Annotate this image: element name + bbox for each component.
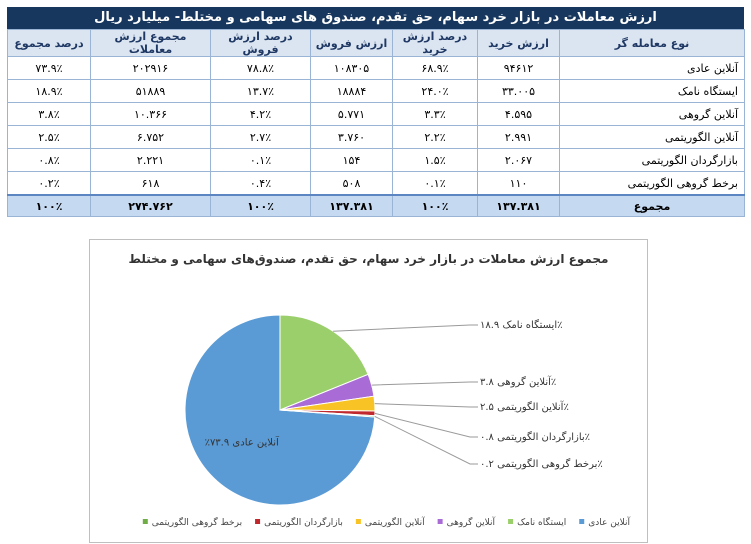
table-cell: ۷۸.۸٪ [211,57,311,80]
data-label: آنلاین الگوریتمی ۲.۵٪ [480,402,569,413]
table-cell: ۳.۳٪ [393,103,478,126]
table-cell: ۱۰۰٪ [393,195,478,217]
table-cell: ۹۴۶۱۲ [478,57,560,80]
table-cell: ۶.۷۵۲ [91,126,211,149]
table-cell: ۷۳.۹٪ [8,57,91,80]
table-cell: برخط گروهی الگوریتمی [560,172,745,196]
header-cell: درصد ارزش خرید [393,30,478,57]
leader-line [372,382,478,385]
table-cell: بازارگردان الگوریتمی [560,149,745,172]
table-cell: ۴.۲٪ [211,103,311,126]
table-cell: ۱۵۴ [311,149,393,172]
legend-swatch [255,519,260,524]
table-cell: ۰.۱٪ [211,149,311,172]
table-cell: ۵.۷۷۱ [311,103,393,126]
data-label: بازارگردان الگوریتمی ۰.۸٪ [480,432,591,443]
header-cell: ارزش فروش [311,30,393,57]
table-row [8,172,745,196]
table-cell: ۱۰.۳۶۶ [91,103,211,126]
table-cell: ۲۴.۰٪ [393,80,478,103]
table-row [8,149,745,172]
table-cell: ۲.۹۹۱ [478,126,560,149]
header-cell: مجموع ارزش معاملات [91,30,211,57]
legend-label: آنلاین الگوریتمی [364,518,425,528]
table-cell: ۱۰۸۳۰۵ [311,57,393,80]
pie-chart [90,240,647,542]
data-table-panel [7,7,744,217]
header-cell: ارزش خرید [478,30,560,57]
table-cell: ۱۰۰٪ [8,195,91,217]
table-cell: ۱۳۷.۳۸۱ [311,195,393,217]
data-label: برخط گروهی الگوریتمی ۰.۲٪ [480,459,603,470]
header-cell: درصد ارزش فروش [211,30,311,57]
trade-value-table [7,29,745,217]
leader-line [375,416,478,464]
data-label: ایستگاه نامک ۱۸.۹٪ [480,320,563,331]
legend-label: ایستگاه نامک [517,518,567,528]
table-cell: ۲۰۲۹۱۶ [91,57,211,80]
table-total-row [8,195,745,217]
table-cell: ۰.۸٪ [8,149,91,172]
table-row [8,103,745,126]
table-cell: ۳.۷۶۰ [311,126,393,149]
table-cell: ۳.۸٪ [8,103,91,126]
table-cell: ۲.۷٪ [211,126,311,149]
table-cell: ۰.۴٪ [211,172,311,196]
table-title: ارزش معاملات در بازار خرد سهام، حق تقدم، صندوق های سهامی و مختلط- میلیارد ریال [7,7,744,29]
table-header-row [8,30,745,57]
table-cell: ۱۸۸۸۴ [311,80,393,103]
leader-line [375,413,478,437]
legend-swatch [508,519,513,524]
table-cell: ۵۰۸ [311,172,393,196]
table-cell: ۰.۲٪ [8,172,91,196]
table-row [8,57,745,80]
chart-title: مجموع ارزش معاملات در بازار خرد سهام، حق تقدم، صندوق‌های سهامی و مختلط [128,252,609,266]
leader-line [375,404,478,407]
legend-label: آنلاین گروهی [446,518,496,528]
table-cell: ۶۱۸ [91,172,211,196]
table-cell: ۲۷۴.۷۶۲ [91,195,211,217]
table-row [8,80,745,103]
data-label: آنلاین گروهی ۳.۸٪ [480,377,557,388]
legend-label: بازارگردان الگوریتمی [264,518,343,528]
legend-label: آنلاین عادی [588,518,630,528]
legend-swatch [438,519,443,524]
table-cell: ۱۸.۹٪ [8,80,91,103]
leader-line [333,325,478,331]
table-cell: ۲.۵٪ [8,126,91,149]
table-cell: ۶۸.۹٪ [393,57,478,80]
header-cell: نوع معامله گر [560,30,745,57]
table-cell: آنلاین عادی [560,57,745,80]
table-cell: ۳۳.۰۰۵ [478,80,560,103]
table-row [8,126,745,149]
table-cell: ۱۳.۷٪ [211,80,311,103]
data-label: آنلاین عادی ۷۳.۹٪ [204,437,279,449]
table-cell: ۱۰۰٪ [211,195,311,217]
table-cell: آنلاین الگوریتمی [560,126,745,149]
legend-swatch [356,519,361,524]
header-cell: درصد مجموع [8,30,91,57]
table-cell: ۲.۲٪ [393,126,478,149]
pie-chart-panel [89,239,648,543]
legend-swatch [579,519,584,524]
table-cell: ایستگاه نامک [560,80,745,103]
table-cell: ۱.۵٪ [393,149,478,172]
table-cell: ۵۱۸۸۹ [91,80,211,103]
legend-swatch [143,519,148,524]
table-cell: ۴.۵۹۵ [478,103,560,126]
legend-label: برخط گروهی الگوریتمی [151,518,243,528]
table-cell: ۲.۲۲۱ [91,149,211,172]
table-cell: ۱۱۰ [478,172,560,196]
table-cell: آنلاین گروهی [560,103,745,126]
table-cell: ۱۳۷.۳۸۱ [478,195,560,217]
table-cell: ۰.۱٪ [393,172,478,196]
table-cell: ۲.۰۶۷ [478,149,560,172]
table-cell: مجموع [560,195,745,217]
